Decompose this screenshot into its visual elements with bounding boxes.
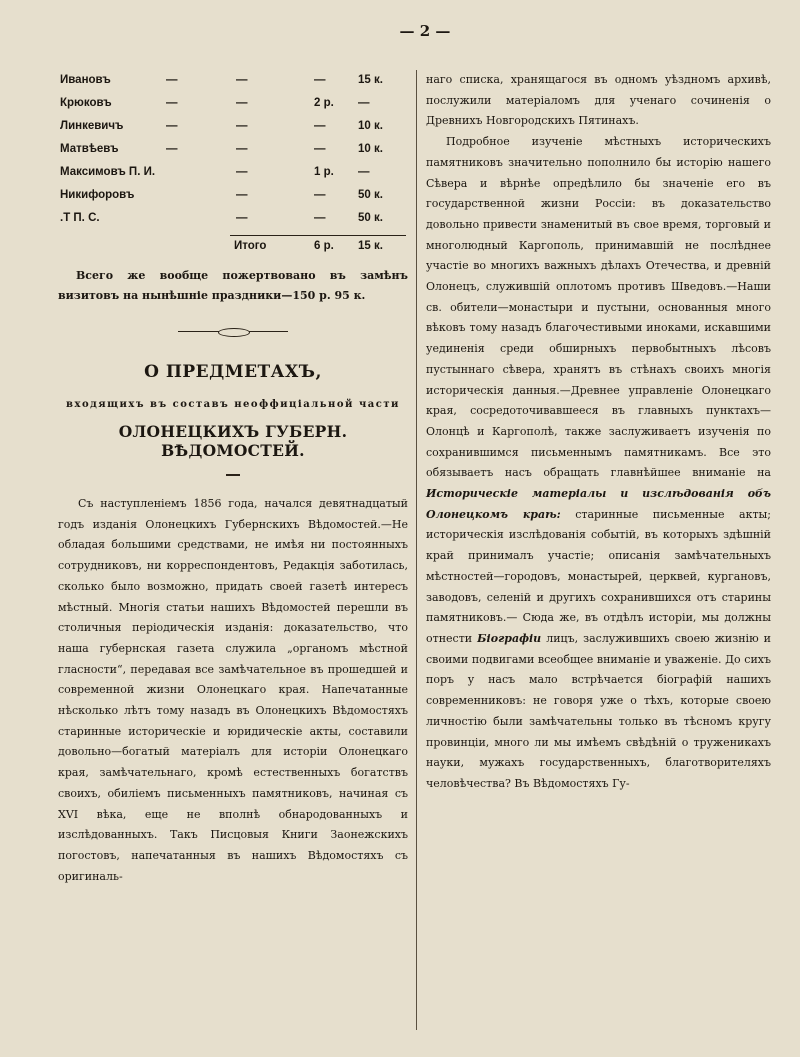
article-title-line3: ОЛОНЕЦКИХЪ ГУБЕРН. ВѢДОМОСТЕЙ. <box>118 422 348 460</box>
donor-kopecks: — <box>358 166 370 178</box>
donor-row <box>58 208 408 231</box>
donor-rubles: — <box>314 120 326 132</box>
article-title: О ПРЕДМЕТАХЪ, <box>144 362 322 382</box>
donor-col1: — <box>166 143 178 155</box>
donor-col1: — <box>166 74 178 86</box>
donor-col2: — <box>236 212 248 224</box>
article-paragraph: наго списка, хранящагося въ одномъ уѣздномъ архивѣ, послужили матеріаломъ для ученаго сочиненія о Древнихъ Новгородскихъ Пятинахъ. <box>426 73 771 128</box>
donor-col2: — <box>236 143 248 155</box>
total-row <box>58 236 408 258</box>
short-rule <box>226 474 240 476</box>
donor-name: Матвѣевъ <box>60 143 119 155</box>
donor-name: Никифоровъ <box>60 189 135 201</box>
donor-col1: — <box>166 120 178 132</box>
donor-row <box>58 93 408 116</box>
donor-col2: — <box>236 97 248 109</box>
donor-row <box>58 70 408 93</box>
donor-kopecks: 50 к. <box>358 212 383 224</box>
total-rubles: 6 р. <box>314 240 334 252</box>
donor-name: Линкевичъ <box>60 120 124 132</box>
donor-kopecks: 10 к. <box>358 120 383 132</box>
donor-name: Максимовъ П. И. <box>60 166 156 178</box>
emphasis-biographies: Біографіи <box>477 631 542 645</box>
ornament-divider <box>178 328 288 336</box>
article-subtitle: входящихъ въ составъ неоффиціальной части <box>66 399 400 410</box>
total-label: Итого <box>234 240 267 252</box>
page-number: — 2 — <box>399 22 451 40</box>
donor-rubles: — <box>314 212 326 224</box>
donor-kopecks: 50 к. <box>358 189 383 201</box>
donor-rubles: — <box>314 143 326 155</box>
donor-name: .Т П. С. <box>60 212 100 224</box>
emphasis-historical-materials: Историческіе матеріалы и изслѣдованія объ Олонецкомъ краѣ: <box>426 487 771 521</box>
donor-col1: — <box>166 97 178 109</box>
donor-rubles: — <box>314 74 326 86</box>
donor-rubles: 1 р. <box>314 166 334 178</box>
donor-rubles: — <box>314 189 326 201</box>
donor-kopecks: — <box>358 97 370 109</box>
donor-kopecks: 10 к. <box>358 143 383 155</box>
donor-row <box>58 116 408 139</box>
donation-summary: Всего же вообще пожертвовано въ замѣнъ визитовъ на нынѣшніе праздники—150 р. 95 к. <box>58 269 408 302</box>
donor-col2: — <box>236 74 248 86</box>
right-column <box>426 70 771 795</box>
paragraph-text: Подробное изученіе мѣстныхъ историческихъ памятниковъ значительно пополнило бы исторію нашего Сѣвера и вѣрнѣе опредѣлило бы значеніе его въ государственной жизни Россіи: въ доказательство довольно привести знаменитый въ свое время, торговый и многолюдный Каргополь, принимавшій не послѣднее участіе во многихъ важныхъ дѣлахъ Отечества, и древній Олонецъ, служившій оплотомъ противъ Шведовъ.—Наши св. обители—монастыри и пустыни, основанныя много вѣковъ тому назадъ благочестивыми иноками, искавшими уединенія среди обширныхъ первобытныхъ лѣсовъ пустыннаго сѣвера, хранятъ въ стѣнахъ своихъ многія историческія данныя.—Древнее управленіе Олонецкаго края, сосредоточивавшееся въ главныхъ пунктахъ—Олонцѣ и Каргополѣ, также заслуживаетъ изученія по сохранившимся письменнымъ памятникамъ. Все это обязываетъ насъ обращать главнѣйшее вниманіе на <box>426 135 771 480</box>
donor-row <box>58 139 408 162</box>
donor-rubles: 2 р. <box>314 97 334 109</box>
donor-name: Ивановъ <box>60 74 111 86</box>
donor-table <box>58 70 408 258</box>
donor-name: Крюковъ <box>60 97 112 109</box>
paragraph-text: старинные письменные акты; историческія изслѣдованія событій, въ которыхъ здѣшній край принималъ участіе; описанія замѣчательныхъ мѣстностей—городовъ, монастырей, церквей, кургановъ, заводовъ, селеній и другихъ сохранившихся отъ старины памятниковъ.— Сюда же, въ отдѣлъ исторіи, мы должны отнести <box>426 507 772 645</box>
article-paragraph <box>426 132 771 795</box>
donor-row <box>58 185 408 208</box>
total-kopecks: 15 к. <box>358 240 383 252</box>
left-column <box>58 70 408 887</box>
donor-kopecks: 15 к. <box>358 74 383 86</box>
article-body-left: Съ наступленіемъ 1856 года, начался девятнадцатый годъ изданія Олонецкихъ Губернскихъ Вѣдомостей.—Не обладая большими средствами, не имѣя ни постоянныхъ сотрудниковъ, ни корреспондентовъ, Редакція заботилась, сколько было возможно, придать своей газетѣ интересъ мѣстный. Многія статьи нашихъ Вѣдомостей перешли въ столичныя періодическія изданія: доказательство, что наша губернская газета служила „органомъ мѣстной гласности“, передавая все замѣчательное въ прошедшей и современной жизни Олонецкаго края. Напечатанные нѣсколько лѣтъ тому назадъ въ Олонецкихъ Вѣдомостяхъ старинные историческіе и юридическіе акты, составили довольно—богатый матеріалъ для исторіи Олонецкаго края, замѣчательнаго, кромѣ естественныхъ богатствъ своихъ, обиліемъ письменныхъ памятниковъ, начиная съ XVI вѣка, еще не вполнѣ обнародованныхъ и изслѣдованныхъ. Такъ Писцовыя Книги Заонежскихъ погостовъ, напечатанныя въ нашихъ Вѣдомостяхъ съ оригиналь- <box>58 497 408 883</box>
donor-col2: — <box>236 166 248 178</box>
donor-row <box>58 162 408 185</box>
column-divider <box>416 70 417 1030</box>
donor-col2: — <box>236 120 248 132</box>
paragraph-text: лицъ, заслужившихъ своею жизнію и своими подвигами всеобщее вниманіе и уваженіе. До сихъ поръ у насъ мало встрѣчается біографій нашихъ современниковъ: не говоря уже о тѣхъ, которые своею личностію были замѣчательны только въ тѣсномъ кругу провинціи, много ли мы имѣемъ свѣдѣній о труженикахъ науки, мужахъ государственныхъ, благотворителяхъ человѣчества? Въ Вѣдомостяхъ Гу- <box>426 631 771 790</box>
donor-col2: — <box>236 189 248 201</box>
